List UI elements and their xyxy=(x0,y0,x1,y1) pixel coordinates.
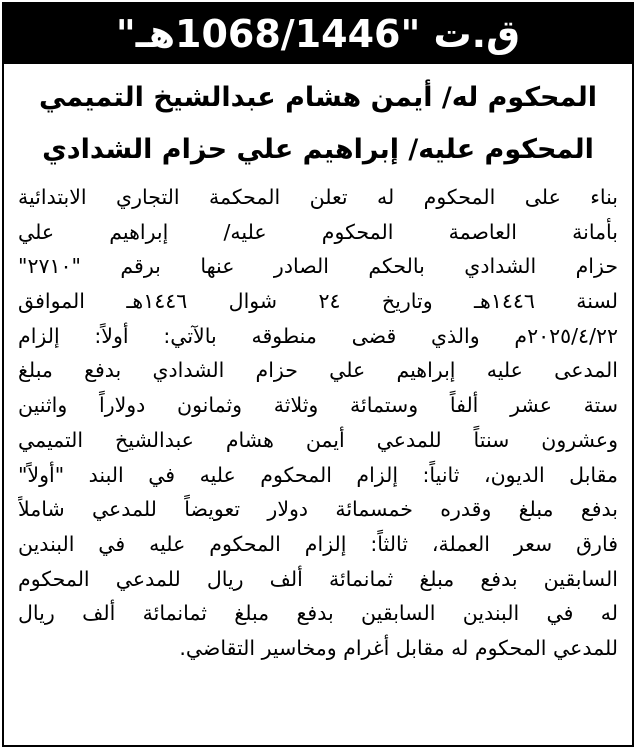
notice-line: ستة عشر ألفاً وستمائة وثلاثة وثمانون دولاراً واثنين xyxy=(18,393,618,418)
notice-line: بناء على المحكوم له تعلن المحكمة التجاري الابتدائية xyxy=(18,185,618,209)
notice-line: حزام الشدادي بالحكم الصادر عنها برقم "٢٧١٠" xyxy=(18,254,618,279)
notice-line: لسنة ١٤٤٦هـ وتاريخ ٢٤ شوال ١٤٤٦هـ الموافق xyxy=(18,289,618,314)
notice-body xyxy=(18,180,618,666)
notice-line: السابقين بدفع مبلغ ثمانمائة ألف ريال للمدعي المحكوم xyxy=(18,566,618,591)
notice-line: بأمانة العاصمة المحكوم عليه/ إبراهيم علي xyxy=(18,219,618,244)
legal-notice xyxy=(2,2,634,747)
notice-line: للمدعي المحكوم له مقابل أغرام ومخاسير التقاضي. xyxy=(179,635,618,660)
notice-line: وعشرون سنتاً للمدعي أيمن هشام عبدالشيخ التميمي xyxy=(18,427,618,452)
case-number: ق.ت "1068/1446هـ" xyxy=(115,12,521,56)
notice-line: مقابل الديون، ثانياً: إلزام المحكوم عليه في البند "أولاً" xyxy=(18,462,618,487)
notice-line: فارق سعر العملة، ثالثاً: إلزام المحكوم عليه في البندين xyxy=(18,531,618,556)
case-number-banner xyxy=(4,4,632,64)
notice-line: له في البندين السابقين بدفع مبلغ ثمانمائة ألف ريال xyxy=(18,601,618,626)
ruled-against-party: المحكوم عليه/ إبراهيم علي حزام الشدادي xyxy=(42,134,594,165)
notice-line: ٢٠٢٥/٤/٢٢م والذي قضى منطوقه بالآتي: أولاً: إلزام xyxy=(18,323,618,348)
ruled-for-party: المحكوم له/ أيمن هشام عبدالشيخ التميمي xyxy=(38,82,598,113)
notice-line: المدعى عليه إبراهيم علي حزام الشدادي بدفع مبلغ xyxy=(18,358,618,383)
notice-line: بدفع مبلغ وقدره خمسمائة دولار تعويضاً للمدعي شاملاً xyxy=(18,497,618,522)
